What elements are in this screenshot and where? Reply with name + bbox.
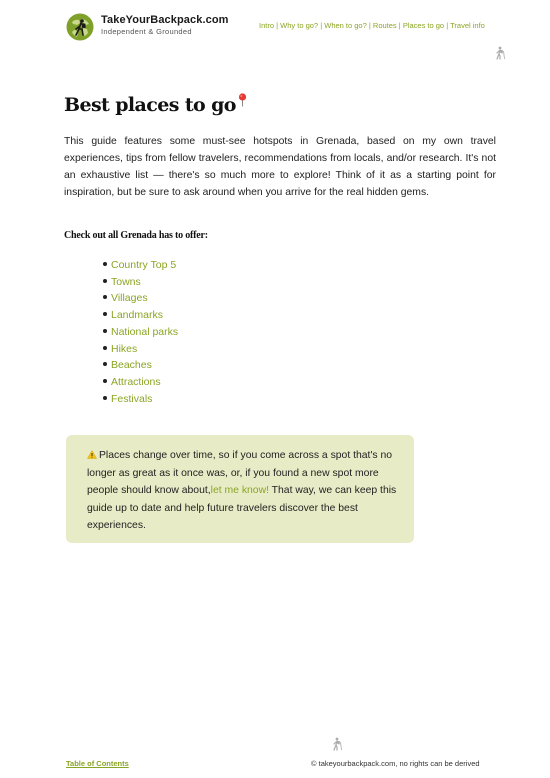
callout-text-before: Places change over time, so if you come across a spot that's no longer as great as it once was, or, if you found a new spot more people should know about, (87, 450, 393, 496)
page-title-text: Best places to go (64, 94, 236, 116)
feedback-callout (66, 435, 414, 543)
let-me-know-link[interactable]: let me know! (210, 485, 269, 496)
list-item (103, 341, 178, 358)
link-attractions[interactable]: Attractions (111, 375, 161, 388)
brand-tagline: Independent & Grounded (101, 27, 192, 36)
hiker-icon (494, 46, 506, 60)
link-beaches[interactable]: Beaches (111, 359, 152, 372)
table-of-contents-link[interactable]: Table of Contents (66, 759, 129, 768)
nav-routes[interactable]: Routes (372, 21, 397, 30)
callout-text (87, 447, 402, 535)
hiker-icon (331, 737, 343, 751)
bullet-icon (103, 379, 107, 383)
nav-separator: | (368, 21, 371, 30)
callout-text-after: That way, we can keep this guide up to date and help future travelers discover the best experiences. (87, 485, 397, 531)
list-item (103, 307, 178, 324)
link-towns[interactable]: Towns (111, 275, 141, 288)
list-item (103, 391, 178, 408)
link-national-parks[interactable]: National parks (111, 325, 179, 338)
bullet-icon (103, 279, 107, 283)
bullet-icon (103, 396, 107, 400)
warning-icon (87, 450, 97, 459)
nav-separator: | (276, 21, 279, 30)
intro-paragraph: This guide features some must-see hotspots in Grenada, based on my own travel experiences, tips from fellow travelers, recommendations from locals, and/or research. It's not an exhaustive list — there's so much more to explore! Think of it as a starting point for inspiration, but be sure to ask around when you arrive for the real hidden gems. (64, 136, 496, 199)
links-subheading: Check out all Grenada has to offer: (64, 230, 208, 241)
link-villages[interactable]: Villages (111, 292, 148, 305)
places-link-list (103, 257, 178, 407)
globe-hiker-logo-icon[interactable] (66, 13, 94, 41)
link-country-top-5[interactable]: Country Top 5 (111, 259, 177, 271)
bullet-icon (103, 329, 107, 333)
list-item (103, 290, 178, 307)
bullet-icon (103, 295, 107, 299)
bullet-icon (103, 362, 107, 366)
footer-copyright: © takeyourbackpack.com, no rights can be derived (311, 759, 480, 768)
link-hikes[interactable]: Hikes (111, 342, 138, 355)
list-item (103, 324, 178, 341)
map-pin-icon (238, 93, 247, 107)
nav-intro[interactable]: Intro (259, 21, 275, 30)
list-item (103, 357, 178, 374)
nav-separator: | (398, 21, 401, 30)
page-header (0, 0, 550, 46)
nav-why-to-go[interactable]: Why to go? (280, 21, 319, 30)
link-landmarks[interactable]: Landmarks (111, 309, 163, 322)
page-title (64, 93, 247, 116)
list-item (103, 274, 178, 291)
top-navigation (259, 21, 485, 30)
list-item (103, 374, 178, 391)
link-festivals[interactable]: Festivals (111, 392, 153, 405)
brand-name: TakeYourBackpack.com (101, 14, 229, 26)
brand[interactable] (101, 14, 229, 36)
nav-when-to-go[interactable]: When to go? (324, 21, 367, 30)
nav-separator: | (446, 21, 449, 30)
nav-travel-info[interactable]: Travel info (450, 21, 485, 30)
list-item (103, 257, 178, 274)
bullet-icon (103, 346, 107, 350)
nav-places-to-go[interactable]: Places to go (402, 21, 445, 30)
bullet-icon (103, 262, 107, 266)
nav-separator: | (320, 21, 323, 30)
bullet-icon (103, 312, 107, 316)
